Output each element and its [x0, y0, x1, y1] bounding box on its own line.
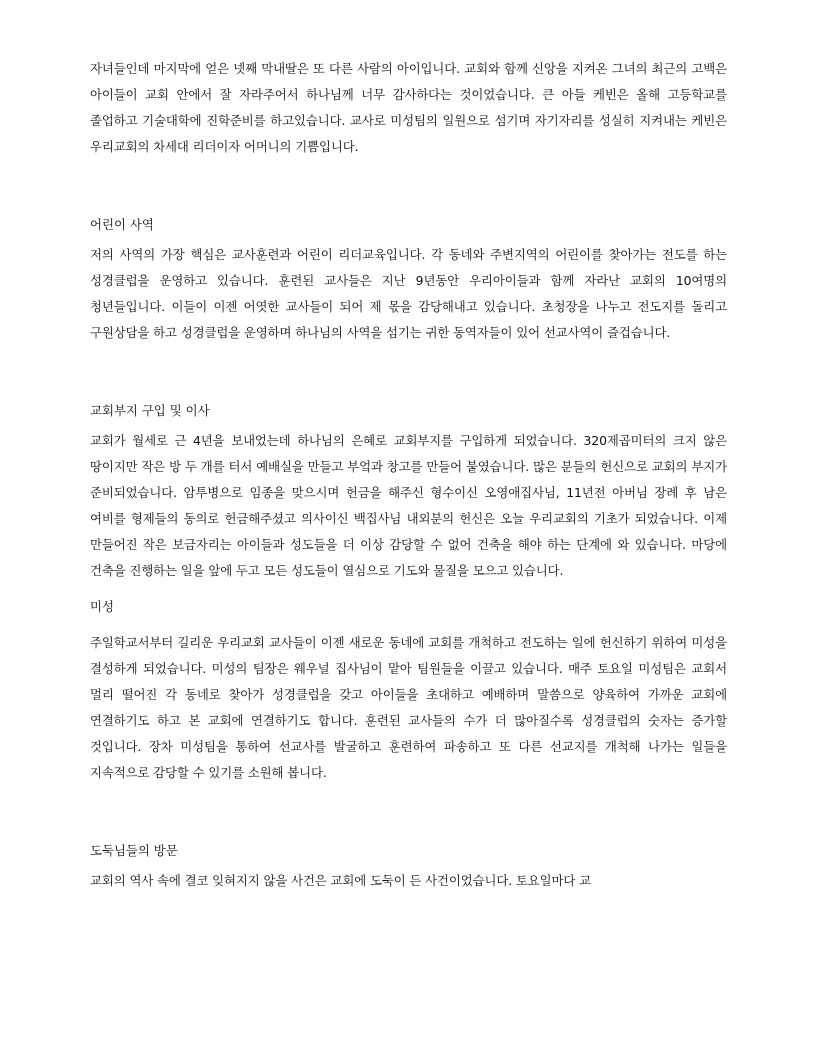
children-ministry-heading: 어린이 사역 [90, 217, 154, 232]
thieves-visit-paragraph: 교회의 역사 속에 결코 잊혀지지 않을 사건은 교회에 도둑이 든 사건이었습니다. 토요일마다 교 [90, 873, 591, 888]
section-spacer [90, 786, 727, 838]
intro-paragraph: 자녀들인데 마지막에 얻은 넷째 막내딸은 또 다른 사람의 아이입니다. 교회와 함께 신앙을 지켜온 그녀의 최근의 고백은 아이들이 교회 안에서 잘 자라주어서 하나님께 너무 감사하다는 것이었습니다. 큰 아들 케빈은 올해 고등학교를 졸업하고 기술대학에 진학준비를 하고있습니다. 교사로 미성팀의 일원으로 섬기며 자기자리를 성실히 지켜내는 케빈은 우리교회의 차세대 리더이자 어머니의 기쁨입니다. [90, 61, 727, 154]
land-purchase-paragraph: 교회가 월세로 근 4년을 보내었는데 하나님의 은혜로 교회부지를 구입하게 되었습니다. 320제곱미터의 크지 않은 땅이지만 작은 방 두 개를 터서 예배실을 만들고 부엌과 창고를 만들어 붙였습니다. 많은 분들의 헌신으로 교회의 부지가 준비되었습니다. 암투병으로 임종을 맞으시며 헌금을 해주신 형수이신 오영애집사님, 11년전 아버님 장례 후 남은 여비를 형제들의 동의로 헌금해주셨고 의사이신 백집사님 내외분의 헌신은 오늘 우리교회의 기초가 되었습니다. 이제 만들어진 작은 보금자리는 아이들과 성도들을 더 이상 감당할 수 없어 건축을 해야 하는 단계에 와 있습니다. 마당에 건축을 진행하는 일을 앞에 두고 모든 성도들이 열심으로 기도와 물질을 모으고 있습니다. [90, 433, 727, 578]
heading-spacer [90, 620, 727, 630]
children-ministry-paragraph: 저의 사역의 가장 핵심은 교사훈련과 어린이 리더교육입니다. 각 동네와 주변지역의 어린이를 찾아가는 전도를 하는 성경클럽을 운영하고 있습니다. 훈련된 교사들은 지난 9년동안 우리아이들과 함께 자라난 교회의 10여명의 청년들입니다. 이들이 이젠 어엿한 교사들이 되어 제 몫을 감당해내고 있습니다. 초청장을 나누고 전도지를 돌리고 구원상담을 하고 성경클럽을 운영하며 하나님의 사역을 섬기는 귀한 동역자들이 있어 선교사역이 즐겁습니다. [90, 247, 727, 340]
mission-team-paragraph: 주일학교서부터 길리운 우리교회 교사들이 이젠 새로운 동네에 교회를 개척하고 전도하는 일에 헌신하기 위하여 미성을 결성하게 되었습니다. 미성의 팀장은 웨우널 집사님이 맡아 팀원들을 이끌고 있습니다. 매주 토요일 미성팀은 교회서 멀리 떨어진 각 동네로 찾아가 성경클럽을 갖고 아이들을 초대하고 예배하며 말씀으로 양육하여 가까운 교회에 연결하기도 하고 본 교회에 연결하기도 합니다. 훈련된 교사들의 수가 더 많아질수록 성경클럽의 숫자는 증가할 것입니다. 장차 미성팀을 통하여 선교사를 발굴하고 훈련하여 파송하고 또 다른 선교지를 개척해 나가는 일들을 지속적으로 감당할 수 있기를 소원해 봅니다. [90, 635, 728, 780]
document-page [90, 56, 727, 894]
section-spacer [90, 346, 727, 398]
section-spacer [90, 584, 727, 594]
section-spacer [90, 160, 727, 212]
mission-team-heading: 미성 [90, 599, 114, 614]
land-purchase-heading: 교회부지 구입 및 이사 [90, 403, 210, 418]
thieves-visit-heading: 도둑님들의 방문 [90, 843, 178, 858]
